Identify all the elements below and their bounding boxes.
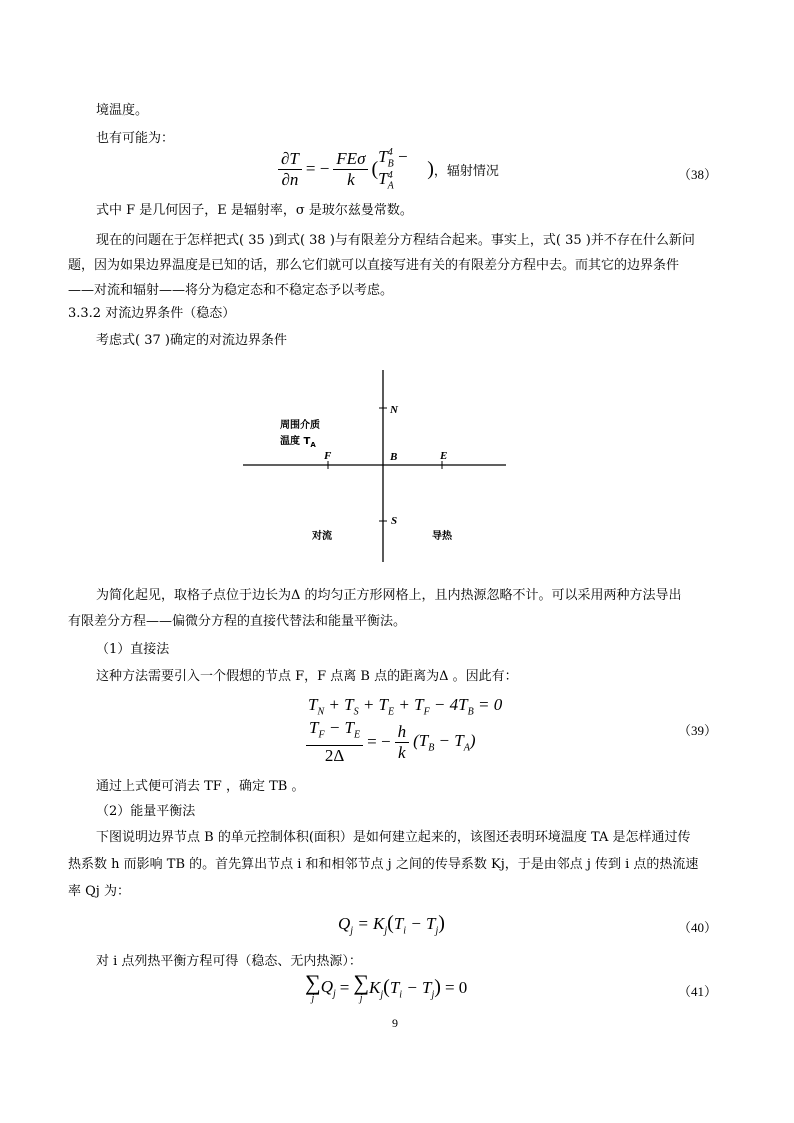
node-B: B — [390, 451, 398, 463]
equation-40: $Q_j = K_j(T_i - T_j)$ — [338, 912, 445, 937]
subsection-heading: （1）直接法 — [96, 642, 170, 657]
boundary-diagram — [240, 368, 510, 564]
node-E: E — [440, 450, 448, 462]
node-S: S — [391, 515, 398, 527]
subsection-heading: （2）能量平衡法 — [96, 804, 196, 819]
text-line: 有限差分方程——偏微分方程的直接代替法和能量平衡法。 — [68, 614, 407, 629]
text-line: 对 i 点列热平衡方程可得（稳态、无内热源）： — [96, 954, 362, 969]
equation-41: ∑ j $Q_j$ = ∑ j $K_j(T_i - T_j)$ = 0 — [305, 970, 468, 1004]
text-line: 这种方法需要引入一个假想的节点 F，F 点离 B 点的距离为Δ 。因此有： — [96, 669, 518, 684]
text-line: 题，因为如果边界温度是已知的话，那么它们就可以直接写进有关的有限差分方程中去。而其它的边界条件 — [68, 258, 680, 273]
node-N: N — [390, 404, 398, 416]
text-line: 通过上式便可消去 TF ，确定 TB 。 — [96, 779, 305, 794]
page-number: 9 — [392, 1016, 398, 1030]
text-line: ——对流和辐射——将分为稳定态和不稳定态予以考虑。 — [68, 283, 394, 298]
label-medium-line2 — [280, 432, 316, 449]
text-line: 境温度。 — [96, 103, 149, 118]
label-conduction: 导热 — [432, 531, 452, 542]
label-convection: 对流 — [312, 531, 332, 542]
label-medium-text: 温度 T — [280, 436, 311, 447]
equation-38-tail: ，辐射情况 — [433, 163, 499, 179]
text-line: 考虑式( 37 )确定的对流边界条件 — [96, 333, 287, 348]
text-line: 也有可能为： — [96, 131, 175, 146]
text-line: 下图说明边界节点 B 的单元控制体积(面积）是如何建立起来的，该图还表明环境温度 TA 是怎样通过传 — [96, 830, 691, 845]
equation-39-line2: $\frac{T_F - T_E}{2\Delta}$ = − $\frac{h}{k}$ $(T_B - T_A)$ — [306, 718, 476, 766]
equation-number: （39） — [678, 723, 718, 738]
section-heading: 3.3.2 对流边界条件（稳态） — [68, 306, 236, 321]
equation-38: $\frac{\partial T}{\partial n}$ = − $\frac{\text{FEσ}}{k}$ ( $T_B^4 - T_A^4$ ) ，辐射情况 — [278, 147, 499, 192]
text-line: 率 Qj 为： — [68, 884, 130, 899]
text-line: 式中 F 是几何因子，E 是辐射率，σ 是玻尔兹曼常数。 — [96, 203, 413, 218]
equation-39-line1: $T_N + T_S + T_E + T_F - 4T_B = 0$ — [308, 695, 503, 718]
equation-number: （41） — [678, 984, 718, 999]
equation-number: （38） — [678, 167, 718, 182]
text-line: 为简化起见，取格子点位于边长为Δ 的均匀正方形网格上，且内热源忽略不计。可以采用两种方法导出 — [96, 588, 682, 603]
node-F: F — [324, 450, 332, 462]
equation-number: （40） — [678, 920, 718, 935]
boundary-figure — [240, 368, 510, 564]
text-line: 热系数 h 而影响 TB 的。首先算出节点 i 和和相邻节点 j 之间的传导系数 Kj，于是由邻点 j 传到 i 点的热流速 — [68, 857, 699, 872]
label-medium-sub: A — [310, 441, 316, 449]
text-line: 现在的问题在于怎样把式( 35 )到式( 38 )与有限差分方程结合起来。事实上，式( 35 )并不存在什么新问 — [96, 233, 695, 248]
label-medium-line1: 周围介质 — [280, 420, 320, 431]
